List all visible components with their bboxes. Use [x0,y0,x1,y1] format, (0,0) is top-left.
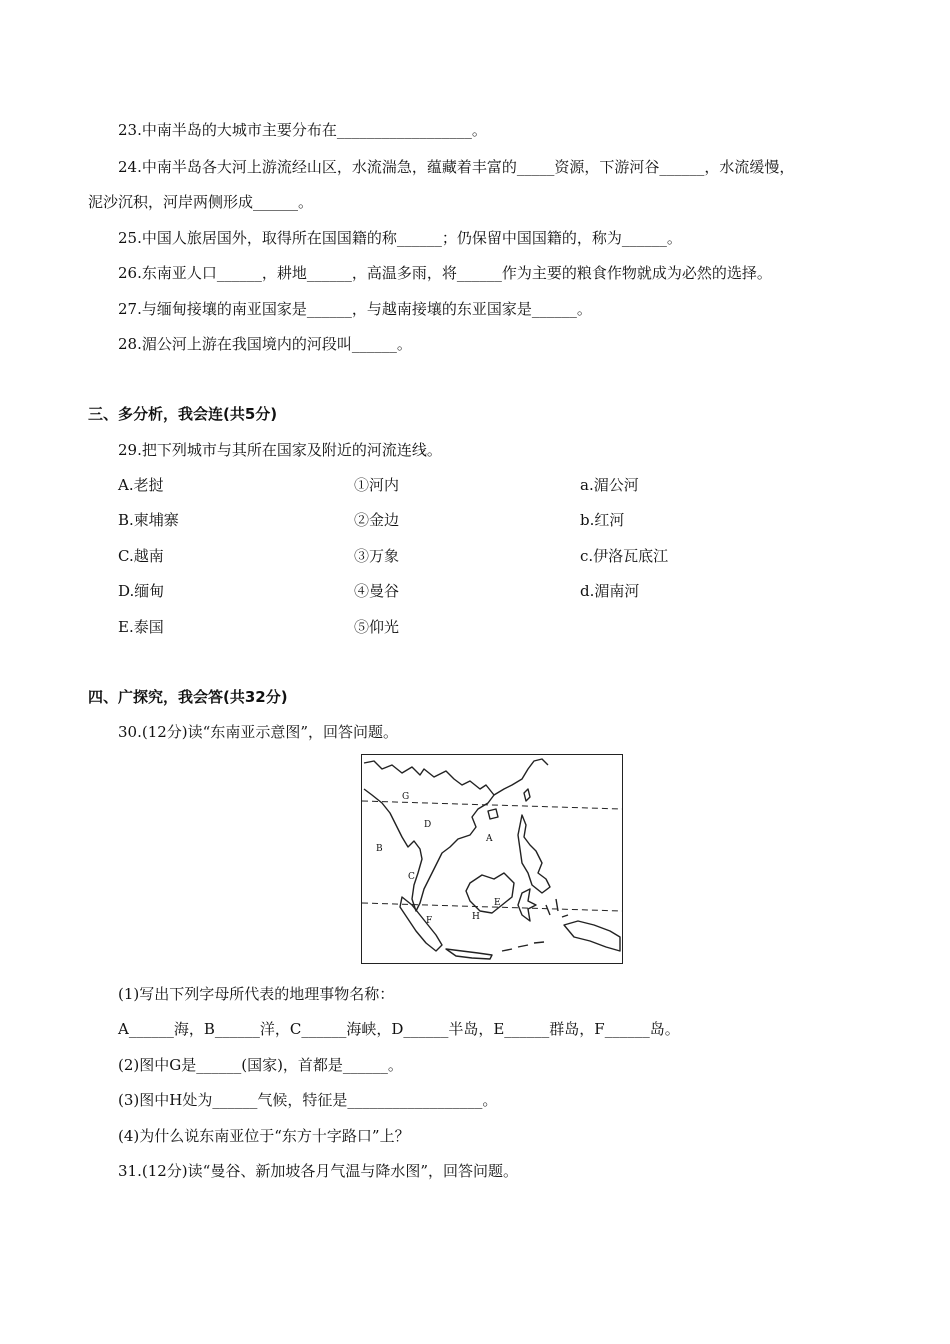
question-23: 23.中南半岛的大城市主要分布在__________________。 [118,121,487,139]
lesser-sunda [502,942,544,951]
question-25: 25.中国人旅居国外，取得所在国国籍的称______；仍保留中国国籍的，称为______。 [118,229,682,247]
mainland-coast [364,761,494,911]
map-label-h: H [472,912,480,922]
question-31: 31.(12分)读“曼谷、新加坡各月气温与降水图”，回答问题。 [118,1162,518,1180]
map-label-a: A [486,834,493,844]
sub-question-1: (1)写出下列字母所代表的地理事物名称： [118,985,395,1003]
sub-question-4: (4)为什么说东南亚位于“东方十字路口”上？ [118,1127,410,1145]
map-label-c: C [408,872,415,882]
city-item: ②金边 [354,511,400,529]
question-26: 26.东南亚人口______，耕地______，高温多雨，将______作为主要的粮食作物就成为必然的选择。 [118,264,772,282]
river-item: b.红河 [580,511,625,529]
question-30: 30.(12分)读“东南亚示意图”，回答问题。 [118,723,398,741]
country-item: A.老挝 [118,476,164,494]
china-coast [494,759,548,795]
tropic-line [362,801,622,809]
question-24-line2: 泥沙沉积，河岸两侧形成______。 [88,193,314,211]
taiwan [524,789,530,801]
city-item: ③万象 [354,547,400,565]
city-item: ⑤仰光 [354,618,400,636]
sub-question-2: (2)图中G是______(国家)，首都是______。 [118,1056,403,1074]
country-item: B.柬埔寨 [118,511,179,529]
new-guinea [564,921,620,951]
river-item: d.湄南河 [580,582,640,600]
hainan [488,809,498,819]
country-item: E.泰国 [118,618,164,636]
question-28: 28.湄公河上游在我国境内的河段叫______。 [118,335,412,353]
map-label-d: D [424,820,432,830]
map-label-b: B [376,844,383,854]
sulawesi [518,889,536,921]
sub-question-1-answer: A______海，B______洋，C______海峡，D______半岛，E______群岛，F______岛。 [118,1020,680,1038]
java [446,949,492,959]
southeast-asia-map [361,754,623,964]
map-label-f: F [426,916,433,926]
map-drawing [362,755,622,962]
section-4-heading: 四、广探究，我会答(共32分) [88,688,288,706]
city-item: ①河内 [354,476,400,494]
country-item: C.越南 [118,547,164,565]
city-item: ④曼谷 [354,582,400,600]
river-item: c.伊洛瓦底江 [580,547,669,565]
map-label-e: E [494,898,501,908]
sub-question-3: (3)图中H处为______气候，特征是__________________。 [118,1091,498,1109]
maluku [546,899,568,917]
section-3-heading: 三、多分析，我会连(共5分) [88,405,278,423]
river-item: a.湄公河 [580,476,639,494]
map-label-g: G [402,792,410,802]
question-27: 27.与缅甸接壤的南亚国家是______，与越南接壤的东亚国家是______。 [118,300,592,318]
question-24-line1: 24.中南半岛各大河上游流经山区，水流湍急，蕴藏着丰富的_____资源，下游河谷______，水流缓慢， [118,158,795,176]
country-item: D.缅甸 [118,582,165,600]
question-29: 29.把下列城市与其所在国家及附近的河流连线。 [118,441,442,459]
philippines [518,815,550,893]
